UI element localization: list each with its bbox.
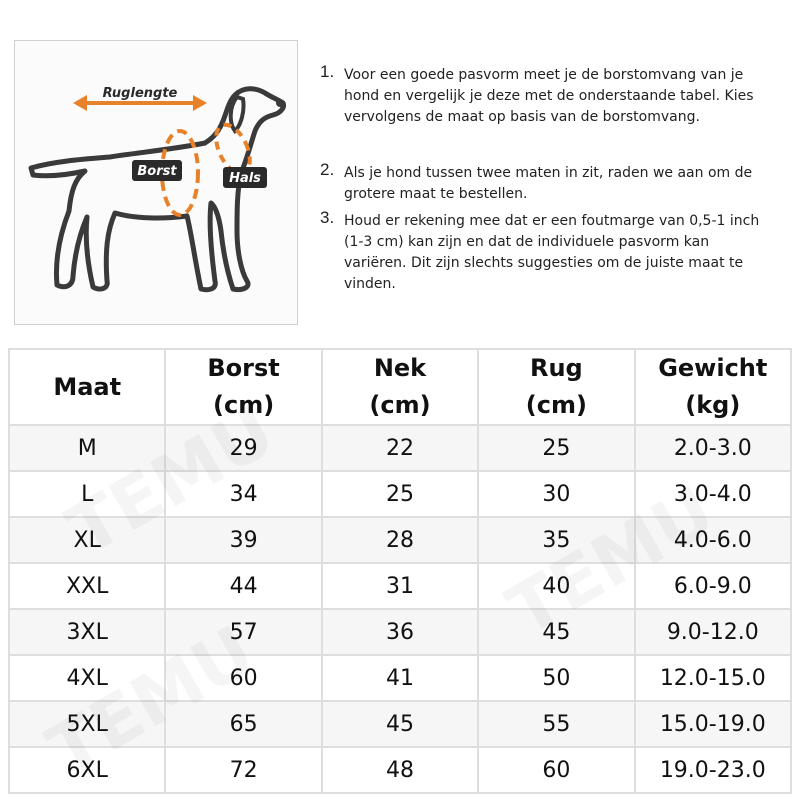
header-label: Gewicht — [658, 354, 768, 382]
cell-size: L — [9, 471, 165, 517]
table-row — [9, 701, 791, 747]
dog-ear-outline — [231, 97, 244, 131]
cell-size: XXL — [9, 563, 165, 609]
table-header-row — [9, 349, 791, 425]
cell-back: 25 — [478, 425, 634, 471]
cell-size: 6XL — [9, 747, 165, 793]
header-label: Rug — [529, 354, 583, 382]
cell-chest: 44 — [165, 563, 321, 609]
cell-neck: 36 — [322, 609, 478, 655]
cell-back: 30 — [478, 471, 634, 517]
cell-back: 50 — [478, 655, 634, 701]
header-size — [9, 349, 165, 425]
instruction-number: 2. — [320, 160, 335, 179]
cell-chest: 29 — [165, 425, 321, 471]
cell-neck: 22 — [322, 425, 478, 471]
cell-back: 40 — [478, 563, 634, 609]
dog-measurement-diagram — [14, 40, 298, 325]
table-row — [9, 563, 791, 609]
instruction-text: Als je hond tussen twee maten in zit, raden we aan om de grotere maat te bestellen. — [344, 165, 753, 202]
cell-chest: 60 — [165, 655, 321, 701]
cell-weight: 19.0-23.0 — [635, 747, 791, 793]
cell-size: M — [9, 425, 165, 471]
cell-size: 3XL — [9, 609, 165, 655]
table-row — [9, 655, 791, 701]
header-unit: (kg) — [685, 391, 741, 419]
table-row — [9, 425, 791, 471]
back-length-label: Ruglengte — [102, 86, 178, 101]
back-length-arrow-left-head — [73, 95, 87, 111]
header-unit: (cm) — [525, 391, 587, 419]
dog-nose — [276, 99, 284, 107]
header-label: Borst — [207, 354, 280, 382]
cell-size: 5XL — [9, 701, 165, 747]
cell-weight: 3.0-4.0 — [635, 471, 791, 517]
cell-weight: 12.0-15.0 — [635, 655, 791, 701]
header-weight — [635, 349, 791, 425]
cell-size: XL — [9, 517, 165, 563]
cell-back: 55 — [478, 701, 634, 747]
header-label: Nek — [373, 354, 427, 382]
back-length-arrow-right-head — [193, 95, 207, 111]
cell-back: 35 — [478, 517, 634, 563]
table-row — [9, 471, 791, 517]
instruction-text: Voor een goede pasvorm meet je de borstomvang van je hond en vergelijk je deze met de onderstaande tabel. Kies vervolgens de maat op basis van de borstomvang. — [344, 67, 754, 125]
cell-size: 4XL — [9, 655, 165, 701]
cell-weight: 9.0-12.0 — [635, 609, 791, 655]
header-chest — [165, 349, 321, 425]
header-label: Maat — [53, 372, 122, 401]
cell-weight: 6.0-9.0 — [635, 563, 791, 609]
chest-label: Borst — [137, 164, 177, 179]
cell-neck: 28 — [322, 517, 478, 563]
cell-back: 45 — [478, 609, 634, 655]
cell-weight: 2.0-3.0 — [635, 425, 791, 471]
header-unit: (cm) — [369, 391, 431, 419]
cell-chest: 34 — [165, 471, 321, 517]
cell-back: 60 — [478, 747, 634, 793]
cell-chest: 57 — [165, 609, 321, 655]
neck-label: Hals — [229, 171, 261, 186]
table-row — [9, 517, 791, 563]
cell-neck: 41 — [322, 655, 478, 701]
cell-weight: 15.0-19.0 — [635, 701, 791, 747]
cell-neck: 45 — [322, 701, 478, 747]
cell-neck: 48 — [322, 747, 478, 793]
cell-neck: 25 — [322, 471, 478, 517]
table-row — [9, 609, 791, 655]
header-unit: (cm) — [213, 391, 275, 419]
instruction-text: Houd er rekening mee dat er een foutmarge van 0,5-1 inch (1-3 cm) kan zijn en dat de individuele pasvorm kan variëren. Dit zijn slechts suggesties om de juiste maat te vinden. — [344, 213, 760, 292]
cell-chest: 65 — [165, 701, 321, 747]
dog-outline — [31, 89, 284, 290]
table-row — [9, 747, 791, 793]
cell-chest: 72 — [165, 747, 321, 793]
header-back — [478, 349, 634, 425]
cell-weight: 4.0-6.0 — [635, 517, 791, 563]
header-neck — [322, 349, 478, 425]
cell-chest: 39 — [165, 517, 321, 563]
size-table — [8, 348, 792, 794]
cell-neck: 31 — [322, 563, 478, 609]
dog-illustration — [15, 41, 299, 326]
instruction-number: 1. — [320, 62, 335, 81]
instruction-number: 3. — [320, 208, 335, 227]
